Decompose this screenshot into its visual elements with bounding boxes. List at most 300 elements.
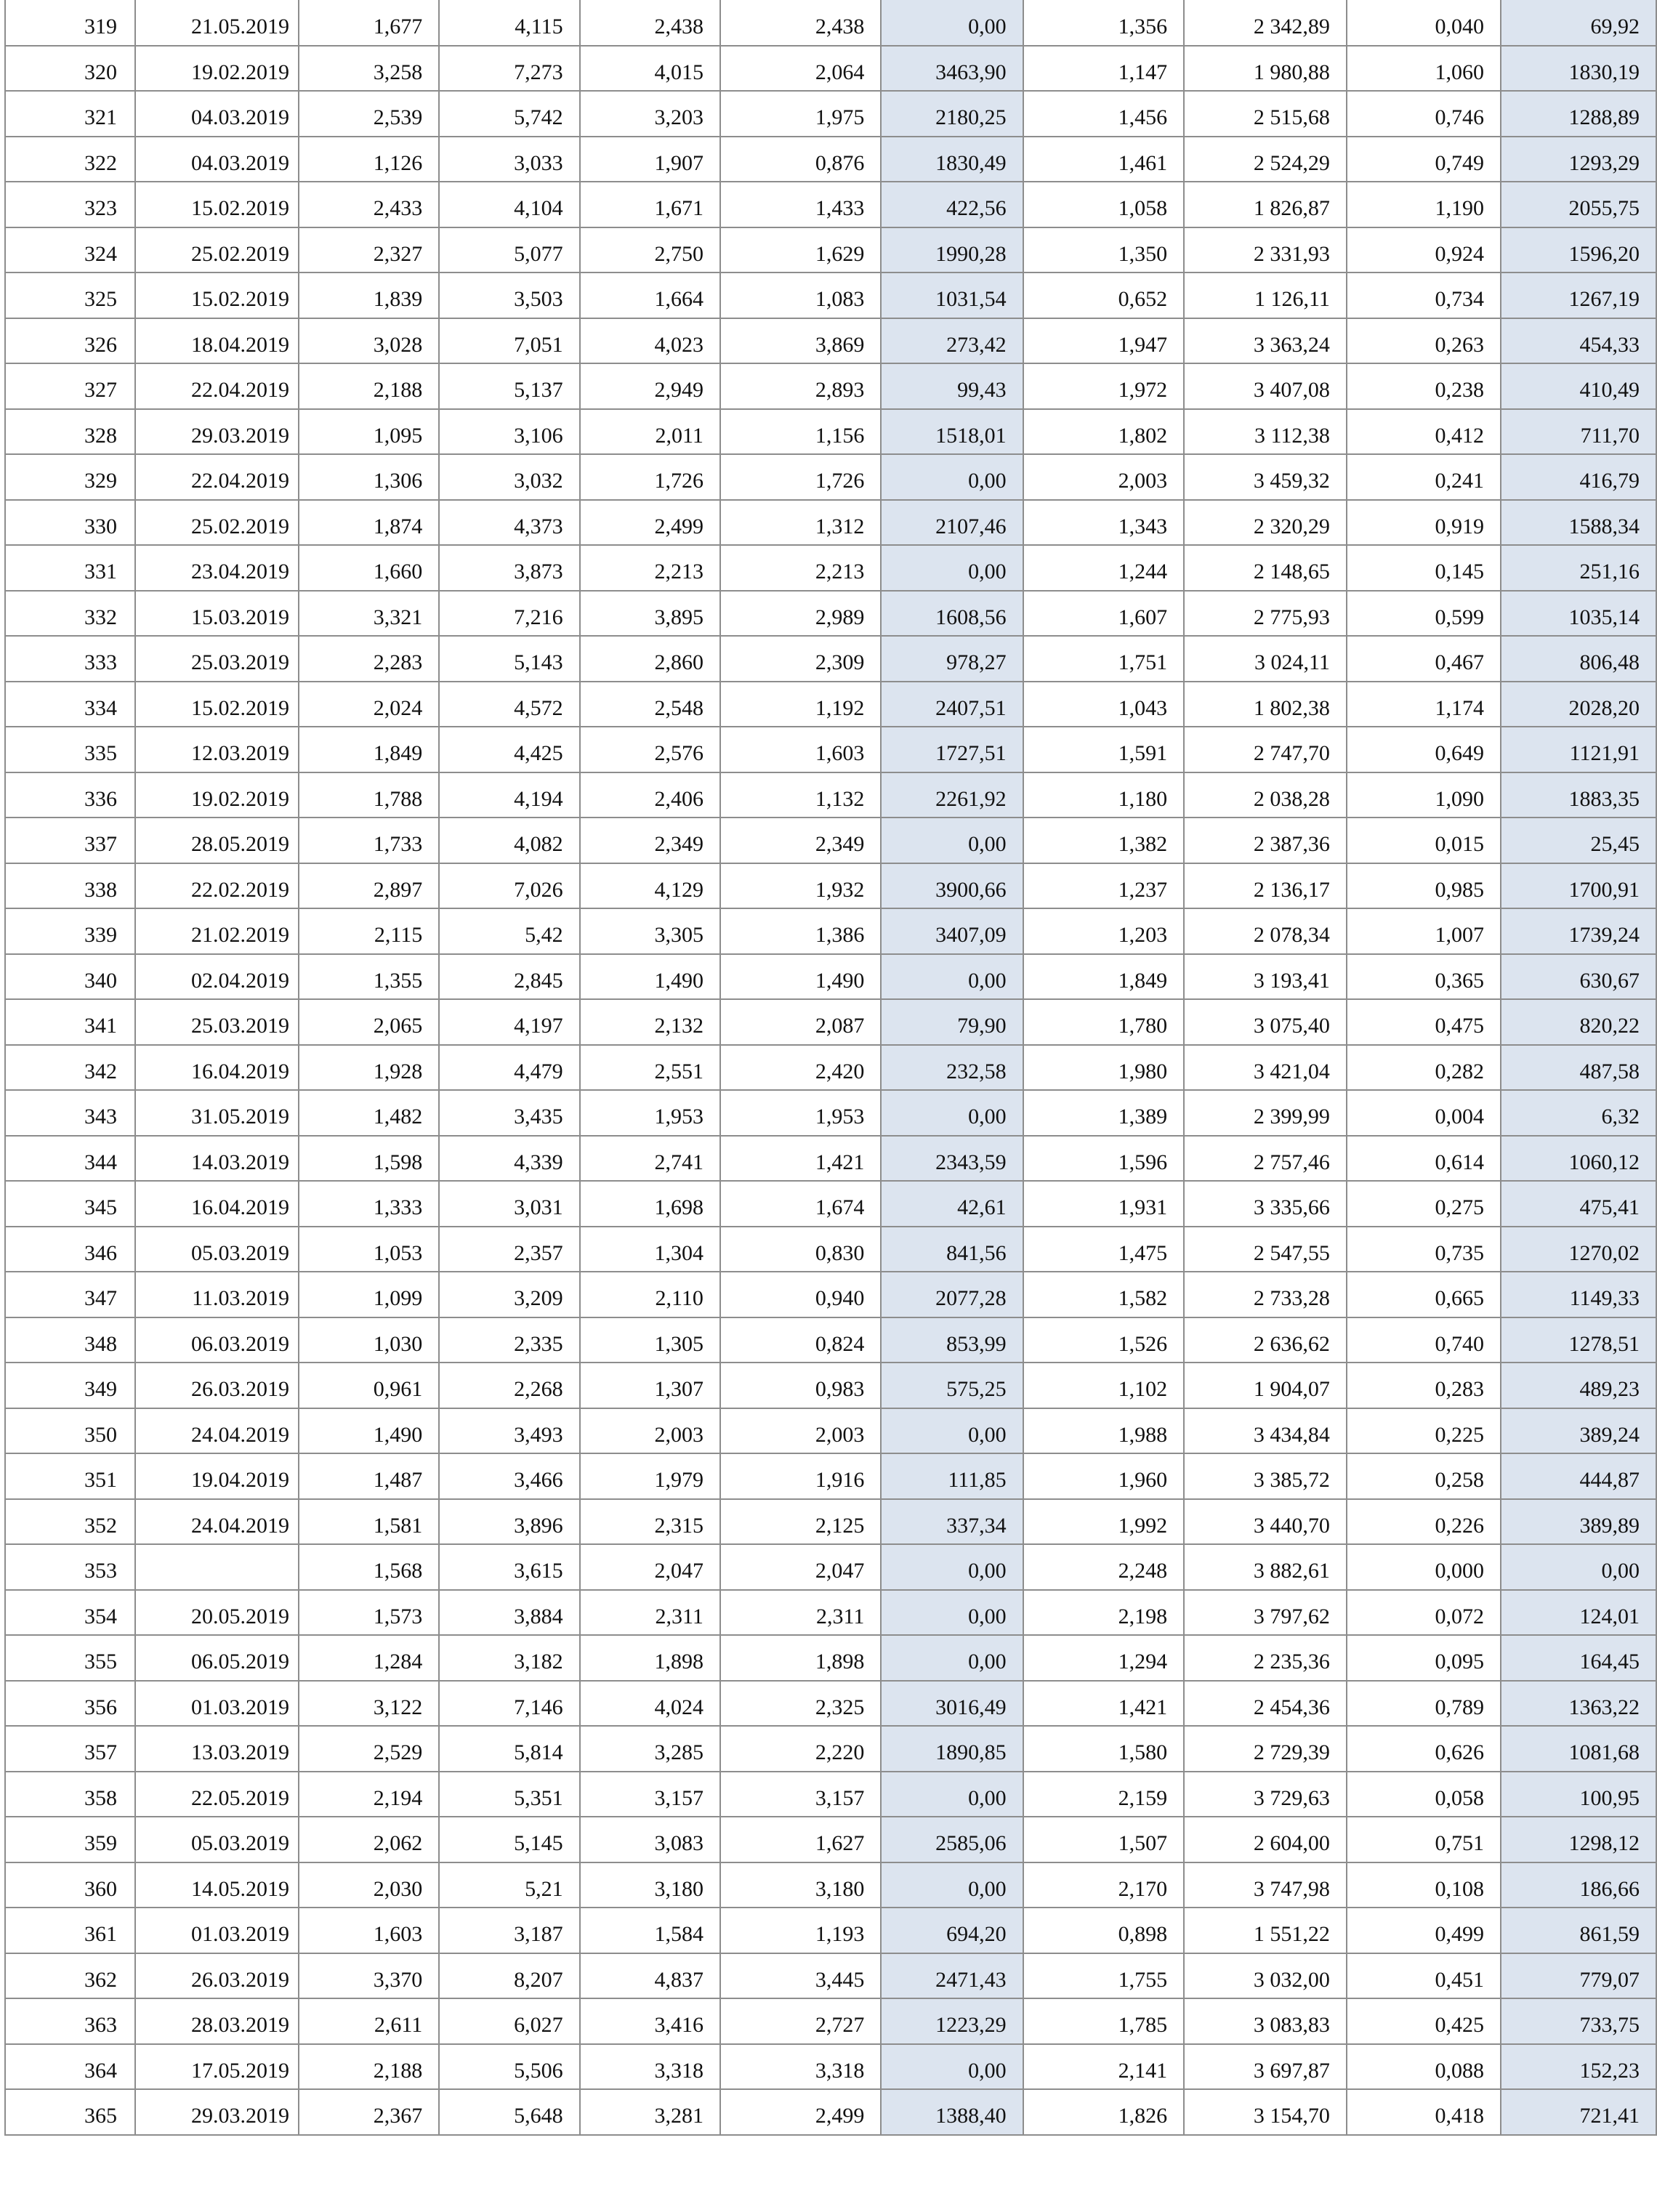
cell-row-number: 331 xyxy=(5,545,135,591)
cell-value-b: 2,268 xyxy=(439,1363,579,1408)
cell-row-number: 325 xyxy=(5,273,135,318)
table-row xyxy=(5,1453,1656,1499)
cell-amount-3: 1363,22 xyxy=(1501,1681,1656,1727)
cell-value-d: 1,603 xyxy=(720,727,881,772)
cell-value-d: 2,047 xyxy=(720,1544,881,1590)
cell-value-a: 1,788 xyxy=(299,772,439,818)
cell-value-b: 3,182 xyxy=(439,1635,579,1681)
table-row xyxy=(5,1862,1656,1908)
cell-date: 15.02.2019 xyxy=(135,682,299,727)
cell-date: 22.04.2019 xyxy=(135,454,299,500)
cell-amount-2: 2 547,55 xyxy=(1184,1227,1347,1272)
cell-value-c: 2,003 xyxy=(580,1408,720,1454)
cell-value-c: 2,741 xyxy=(580,1136,720,1182)
cell-row-number: 320 xyxy=(5,46,135,92)
cell-value-b: 3,493 xyxy=(439,1408,579,1454)
cell-value-b: 5,42 xyxy=(439,908,579,954)
cell-amount-3: 389,89 xyxy=(1501,1499,1656,1545)
cell-row-number: 345 xyxy=(5,1181,135,1227)
cell-value-d: 1,433 xyxy=(720,182,881,227)
cell-amount-1: 0,00 xyxy=(881,954,1023,1000)
cell-value-f: 0,626 xyxy=(1347,1726,1501,1772)
cell-amount-1: 2077,28 xyxy=(881,1272,1023,1317)
cell-row-number: 321 xyxy=(5,91,135,137)
cell-value-e: 1,507 xyxy=(1023,1817,1184,1862)
cell-amount-2: 3 154,70 xyxy=(1184,2089,1347,2135)
cell-row-number: 326 xyxy=(5,318,135,364)
table-body xyxy=(5,0,1656,2135)
cell-amount-3: 416,79 xyxy=(1501,454,1656,500)
cell-amount-3: 6,32 xyxy=(1501,1090,1656,1136)
cell-value-d: 1,674 xyxy=(720,1181,881,1227)
cell-value-a: 1,733 xyxy=(299,818,439,863)
table-row xyxy=(5,682,1656,727)
cell-date: 13.03.2019 xyxy=(135,1726,299,1772)
cell-value-f: 0,225 xyxy=(1347,1408,1501,1454)
cell-value-a: 2,367 xyxy=(299,2089,439,2135)
cell-amount-1: 1890,85 xyxy=(881,1726,1023,1772)
cell-value-f: 0,040 xyxy=(1347,0,1501,46)
cell-value-c: 2,499 xyxy=(580,500,720,546)
cell-value-c: 1,305 xyxy=(580,1317,720,1363)
cell-date: 19.04.2019 xyxy=(135,1453,299,1499)
cell-amount-2: 2 399,99 xyxy=(1184,1090,1347,1136)
cell-amount-3: 1700,91 xyxy=(1501,863,1656,909)
cell-value-c: 3,285 xyxy=(580,1726,720,1772)
cell-value-e: 1,591 xyxy=(1023,727,1184,772)
cell-value-f: 0,058 xyxy=(1347,1772,1501,1817)
cell-amount-3: 444,87 xyxy=(1501,1453,1656,1499)
cell-date: 02.04.2019 xyxy=(135,954,299,1000)
cell-value-a: 1,306 xyxy=(299,454,439,500)
cell-date: 26.03.2019 xyxy=(135,1953,299,1999)
cell-amount-3: 389,24 xyxy=(1501,1408,1656,1454)
table-row xyxy=(5,363,1656,409)
cell-row-number: 365 xyxy=(5,2089,135,2135)
cell-amount-1: 1727,51 xyxy=(881,727,1023,772)
cell-row-number: 330 xyxy=(5,500,135,546)
cell-date: 31.05.2019 xyxy=(135,1090,299,1136)
cell-value-a: 1,490 xyxy=(299,1408,439,1454)
cell-value-a: 1,660 xyxy=(299,545,439,591)
cell-value-d: 2,125 xyxy=(720,1499,881,1545)
cell-value-e: 1,294 xyxy=(1023,1635,1184,1681)
cell-value-f: 0,004 xyxy=(1347,1090,1501,1136)
cell-value-e: 1,802 xyxy=(1023,409,1184,455)
cell-amount-1: 2261,92 xyxy=(881,772,1023,818)
cell-amount-2: 3 112,38 xyxy=(1184,409,1347,455)
cell-date: 16.04.2019 xyxy=(135,1045,299,1091)
cell-date: 15.02.2019 xyxy=(135,273,299,318)
cell-amount-2: 2 775,93 xyxy=(1184,591,1347,637)
cell-value-c: 2,011 xyxy=(580,409,720,455)
cell-amount-2: 2 136,17 xyxy=(1184,863,1347,909)
cell-amount-1: 1518,01 xyxy=(881,409,1023,455)
cell-value-c: 1,584 xyxy=(580,1908,720,1953)
cell-value-a: 1,355 xyxy=(299,954,439,1000)
cell-amount-3: 0,00 xyxy=(1501,1544,1656,1590)
cell-value-c: 4,015 xyxy=(580,46,720,92)
cell-value-a: 2,529 xyxy=(299,1726,439,1772)
cell-value-f: 0,263 xyxy=(1347,318,1501,364)
cell-value-f: 0,418 xyxy=(1347,2089,1501,2135)
cell-date: 28.03.2019 xyxy=(135,1998,299,2044)
cell-amount-3: 186,66 xyxy=(1501,1862,1656,1908)
cell-value-f: 1,190 xyxy=(1347,182,1501,227)
cell-row-number: 358 xyxy=(5,1772,135,1817)
cell-date: 15.03.2019 xyxy=(135,591,299,637)
table-row xyxy=(5,1136,1656,1182)
table-row xyxy=(5,999,1656,1045)
table-row xyxy=(5,1681,1656,1727)
cell-date: 05.03.2019 xyxy=(135,1227,299,1272)
cell-value-f: 0,735 xyxy=(1347,1227,1501,1272)
cell-value-f: 0,475 xyxy=(1347,999,1501,1045)
cell-amount-3: 721,41 xyxy=(1501,2089,1656,2135)
cell-value-e: 1,058 xyxy=(1023,182,1184,227)
table-row xyxy=(5,1817,1656,1862)
table-row xyxy=(5,182,1656,227)
cell-value-b: 3,503 xyxy=(439,273,579,318)
cell-amount-1: 2107,46 xyxy=(881,500,1023,546)
cell-amount-1: 0,00 xyxy=(881,1544,1023,1590)
cell-date: 18.04.2019 xyxy=(135,318,299,364)
cell-value-e: 1,972 xyxy=(1023,363,1184,409)
cell-amount-2: 3 440,70 xyxy=(1184,1499,1347,1545)
cell-date: 11.03.2019 xyxy=(135,1272,299,1317)
cell-amount-2: 2 733,28 xyxy=(1184,1272,1347,1317)
cell-value-a: 1,126 xyxy=(299,137,439,182)
cell-value-c: 2,213 xyxy=(580,545,720,591)
cell-amount-2: 2 604,00 xyxy=(1184,1817,1347,1862)
cell-value-e: 2,003 xyxy=(1023,454,1184,500)
cell-value-d: 1,932 xyxy=(720,863,881,909)
cell-value-c: 2,311 xyxy=(580,1590,720,1636)
cell-date: 29.03.2019 xyxy=(135,409,299,455)
cell-value-e: 1,526 xyxy=(1023,1317,1184,1363)
cell-amount-3: 1267,19 xyxy=(1501,273,1656,318)
cell-amount-2: 1 126,11 xyxy=(1184,273,1347,318)
cell-value-b: 5,742 xyxy=(439,91,579,137)
cell-value-a: 3,122 xyxy=(299,1681,439,1727)
table-row xyxy=(5,1363,1656,1408)
cell-value-b: 5,351 xyxy=(439,1772,579,1817)
cell-row-number: 364 xyxy=(5,2044,135,2090)
cell-row-number: 360 xyxy=(5,1862,135,1908)
cell-amount-1: 2471,43 xyxy=(881,1953,1023,1999)
cell-row-number: 338 xyxy=(5,863,135,909)
cell-row-number: 359 xyxy=(5,1817,135,1862)
cell-value-d: 2,213 xyxy=(720,545,881,591)
table-row xyxy=(5,545,1656,591)
cell-value-f: 0,649 xyxy=(1347,727,1501,772)
cell-amount-2: 1 802,38 xyxy=(1184,682,1347,727)
cell-amount-1: 0,00 xyxy=(881,1862,1023,1908)
cell-value-c: 1,898 xyxy=(580,1635,720,1681)
cell-amount-1: 99,43 xyxy=(881,363,1023,409)
cell-row-number: 361 xyxy=(5,1908,135,1953)
table-row xyxy=(5,409,1656,455)
cell-value-e: 1,960 xyxy=(1023,1453,1184,1499)
cell-value-e: 1,461 xyxy=(1023,137,1184,182)
cell-amount-2: 2 636,62 xyxy=(1184,1317,1347,1363)
cell-value-d: 0,824 xyxy=(720,1317,881,1363)
cell-value-e: 1,947 xyxy=(1023,318,1184,364)
table-row xyxy=(5,1590,1656,1636)
cell-value-f: 0,985 xyxy=(1347,863,1501,909)
table-row xyxy=(5,727,1656,772)
cell-amount-2: 2 515,68 xyxy=(1184,91,1347,137)
cell-value-a: 2,188 xyxy=(299,2044,439,2090)
cell-value-f: 0,599 xyxy=(1347,591,1501,637)
table-row xyxy=(5,1227,1656,1272)
cell-value-d: 1,192 xyxy=(720,682,881,727)
cell-value-e: 1,755 xyxy=(1023,1953,1184,1999)
cell-value-a: 1,099 xyxy=(299,1272,439,1317)
cell-value-b: 5,137 xyxy=(439,363,579,409)
cell-value-b: 7,146 xyxy=(439,1681,579,1727)
cell-amount-3: 1883,35 xyxy=(1501,772,1656,818)
cell-amount-3: 489,23 xyxy=(1501,1363,1656,1408)
cell-value-b: 8,207 xyxy=(439,1953,579,1999)
cell-value-d: 2,309 xyxy=(720,636,881,682)
cell-amount-3: 1288,89 xyxy=(1501,91,1656,137)
cell-value-d: 2,989 xyxy=(720,591,881,637)
cell-value-e: 1,475 xyxy=(1023,1227,1184,1272)
table-row xyxy=(5,1317,1656,1363)
cell-amount-3: 1739,24 xyxy=(1501,908,1656,954)
cell-value-d: 2,893 xyxy=(720,363,881,409)
cell-date: 21.02.2019 xyxy=(135,908,299,954)
cell-value-d: 3,157 xyxy=(720,1772,881,1817)
data-table xyxy=(4,0,1657,2136)
cell-value-e: 2,141 xyxy=(1023,2044,1184,2090)
cell-value-d: 1,726 xyxy=(720,454,881,500)
cell-value-e: 2,248 xyxy=(1023,1544,1184,1590)
cell-amount-3: 711,70 xyxy=(1501,409,1656,455)
cell-value-f: 0,467 xyxy=(1347,636,1501,682)
table-row xyxy=(5,591,1656,637)
table-row xyxy=(5,0,1656,46)
cell-date: 06.03.2019 xyxy=(135,1317,299,1363)
cell-value-e: 1,849 xyxy=(1023,954,1184,1000)
cell-value-f: 0,614 xyxy=(1347,1136,1501,1182)
cell-date: 04.03.2019 xyxy=(135,137,299,182)
cell-value-a: 1,573 xyxy=(299,1590,439,1636)
cell-value-f: 0,451 xyxy=(1347,1953,1501,1999)
cell-value-a: 2,188 xyxy=(299,363,439,409)
cell-value-b: 4,572 xyxy=(439,682,579,727)
cell-value-c: 1,307 xyxy=(580,1363,720,1408)
cell-value-d: 2,064 xyxy=(720,46,881,92)
table-row xyxy=(5,1772,1656,1817)
cell-date: 12.03.2019 xyxy=(135,727,299,772)
cell-amount-1: 79,90 xyxy=(881,999,1023,1045)
cell-value-c: 2,047 xyxy=(580,1544,720,1590)
cell-value-b: 5,814 xyxy=(439,1726,579,1772)
table-row xyxy=(5,908,1656,954)
cell-value-b: 3,873 xyxy=(439,545,579,591)
cell-value-c: 4,837 xyxy=(580,1953,720,1999)
cell-value-d: 2,727 xyxy=(720,1998,881,2044)
cell-value-f: 1,174 xyxy=(1347,682,1501,727)
cell-amount-1: 337,34 xyxy=(881,1499,1023,1545)
cell-row-number: 352 xyxy=(5,1499,135,1545)
cell-value-f: 0,275 xyxy=(1347,1181,1501,1227)
cell-value-f: 0,924 xyxy=(1347,227,1501,273)
cell-amount-2: 2 757,46 xyxy=(1184,1136,1347,1182)
cell-date: 22.05.2019 xyxy=(135,1772,299,1817)
cell-value-b: 4,479 xyxy=(439,1045,579,1091)
cell-value-c: 2,110 xyxy=(580,1272,720,1317)
cell-row-number: 342 xyxy=(5,1045,135,1091)
cell-row-number: 341 xyxy=(5,999,135,1045)
cell-value-a: 2,433 xyxy=(299,182,439,227)
cell-value-a: 2,024 xyxy=(299,682,439,727)
cell-date: 01.03.2019 xyxy=(135,1681,299,1727)
cell-amount-2: 2 342,89 xyxy=(1184,0,1347,46)
cell-amount-1: 0,00 xyxy=(881,454,1023,500)
cell-value-b: 3,466 xyxy=(439,1453,579,1499)
cell-amount-1: 0,00 xyxy=(881,0,1023,46)
cell-row-number: 340 xyxy=(5,954,135,1000)
cell-amount-1: 575,25 xyxy=(881,1363,1023,1408)
cell-date: 23.04.2019 xyxy=(135,545,299,591)
cell-amount-3: 2055,75 xyxy=(1501,182,1656,227)
cell-value-f: 0,919 xyxy=(1347,500,1501,546)
cell-value-f: 0,751 xyxy=(1347,1817,1501,1862)
cell-amount-1: 1990,28 xyxy=(881,227,1023,273)
cell-amount-2: 3 024,11 xyxy=(1184,636,1347,682)
cell-value-d: 0,983 xyxy=(720,1363,881,1408)
cell-date: 19.02.2019 xyxy=(135,772,299,818)
cell-amount-3: 1298,12 xyxy=(1501,1817,1656,1862)
cell-value-d: 2,499 xyxy=(720,2089,881,2135)
cell-value-a: 3,321 xyxy=(299,591,439,637)
cell-value-c: 3,180 xyxy=(580,1862,720,1908)
cell-amount-3: 779,07 xyxy=(1501,1953,1656,1999)
cell-value-c: 1,698 xyxy=(580,1181,720,1227)
cell-value-c: 2,949 xyxy=(580,363,720,409)
cell-value-c: 3,895 xyxy=(580,591,720,637)
cell-value-e: 1,582 xyxy=(1023,1272,1184,1317)
cell-amount-2: 1 980,88 xyxy=(1184,46,1347,92)
cell-amount-2: 2 387,36 xyxy=(1184,818,1347,863)
cell-value-e: 1,826 xyxy=(1023,2089,1184,2135)
cell-value-b: 6,027 xyxy=(439,1998,579,2044)
cell-value-f: 0,365 xyxy=(1347,954,1501,1000)
cell-amount-1: 1223,29 xyxy=(881,1998,1023,2044)
cell-amount-2: 3 882,61 xyxy=(1184,1544,1347,1590)
table-row xyxy=(5,2089,1656,2135)
cell-row-number: 319 xyxy=(5,0,135,46)
cell-row-number: 322 xyxy=(5,137,135,182)
cell-value-c: 2,315 xyxy=(580,1499,720,1545)
cell-value-b: 2,845 xyxy=(439,954,579,1000)
cell-amount-3: 1081,68 xyxy=(1501,1726,1656,1772)
cell-value-b: 5,077 xyxy=(439,227,579,273)
table-row xyxy=(5,91,1656,137)
cell-value-d: 1,312 xyxy=(720,500,881,546)
cell-value-a: 1,874 xyxy=(299,500,439,546)
cell-value-f: 0,072 xyxy=(1347,1590,1501,1636)
table-row xyxy=(5,318,1656,364)
cell-value-a: 1,928 xyxy=(299,1045,439,1091)
cell-value-b: 7,026 xyxy=(439,863,579,909)
cell-value-f: 0,258 xyxy=(1347,1453,1501,1499)
cell-amount-3: 487,58 xyxy=(1501,1045,1656,1091)
cell-value-e: 1,992 xyxy=(1023,1499,1184,1545)
cell-value-e: 2,198 xyxy=(1023,1590,1184,1636)
cell-amount-1: 232,58 xyxy=(881,1045,1023,1091)
cell-value-e: 1,389 xyxy=(1023,1090,1184,1136)
cell-value-a: 2,897 xyxy=(299,863,439,909)
cell-value-e: 0,898 xyxy=(1023,1908,1184,1953)
cell-value-f: 0,108 xyxy=(1347,1862,1501,1908)
cell-amount-1: 853,99 xyxy=(881,1317,1023,1363)
cell-value-e: 2,170 xyxy=(1023,1862,1184,1908)
cell-row-number: 329 xyxy=(5,454,135,500)
cell-row-number: 335 xyxy=(5,727,135,772)
cell-date: 17.05.2019 xyxy=(135,2044,299,2090)
cell-value-d: 2,003 xyxy=(720,1408,881,1454)
cell-value-a: 1,849 xyxy=(299,727,439,772)
cell-value-e: 2,159 xyxy=(1023,1772,1184,1817)
table-row xyxy=(5,1726,1656,1772)
table-row xyxy=(5,137,1656,182)
cell-value-e: 1,102 xyxy=(1023,1363,1184,1408)
cell-value-e: 1,785 xyxy=(1023,1998,1184,2044)
cell-value-d: 2,438 xyxy=(720,0,881,46)
cell-amount-1: 3900,66 xyxy=(881,863,1023,909)
cell-value-a: 0,961 xyxy=(299,1363,439,1408)
cell-amount-3: 410,49 xyxy=(1501,363,1656,409)
cell-value-b: 4,373 xyxy=(439,500,579,546)
cell-value-b: 3,032 xyxy=(439,454,579,500)
cell-amount-3: 1293,29 xyxy=(1501,137,1656,182)
cell-value-a: 2,539 xyxy=(299,91,439,137)
cell-value-b: 7,273 xyxy=(439,46,579,92)
cell-row-number: 334 xyxy=(5,682,135,727)
cell-value-e: 1,421 xyxy=(1023,1681,1184,1727)
cell-amount-2: 3 729,63 xyxy=(1184,1772,1347,1817)
cell-amount-2: 3 075,40 xyxy=(1184,999,1347,1045)
cell-value-c: 1,726 xyxy=(580,454,720,500)
cell-row-number: 347 xyxy=(5,1272,135,1317)
table-row xyxy=(5,772,1656,818)
cell-value-f: 0,283 xyxy=(1347,1363,1501,1408)
cell-amount-1: 0,00 xyxy=(881,1408,1023,1454)
table-row xyxy=(5,227,1656,273)
cell-amount-3: 1278,51 xyxy=(1501,1317,1656,1363)
cell-amount-3: 861,59 xyxy=(1501,1908,1656,1953)
cell-date: 28.05.2019 xyxy=(135,818,299,863)
cell-value-a: 2,283 xyxy=(299,636,439,682)
cell-value-c: 2,576 xyxy=(580,727,720,772)
cell-row-number: 350 xyxy=(5,1408,135,1454)
table-row xyxy=(5,1045,1656,1091)
cell-row-number: 332 xyxy=(5,591,135,637)
cell-value-a: 1,482 xyxy=(299,1090,439,1136)
cell-date: 16.04.2019 xyxy=(135,1181,299,1227)
cell-value-f: 0,746 xyxy=(1347,91,1501,137)
cell-amount-1: 1031,54 xyxy=(881,273,1023,318)
cell-value-d: 3,180 xyxy=(720,1862,881,1908)
cell-row-number: 333 xyxy=(5,636,135,682)
cell-date xyxy=(135,1544,299,1590)
cell-amount-1: 1608,56 xyxy=(881,591,1023,637)
cell-date: 25.02.2019 xyxy=(135,500,299,546)
